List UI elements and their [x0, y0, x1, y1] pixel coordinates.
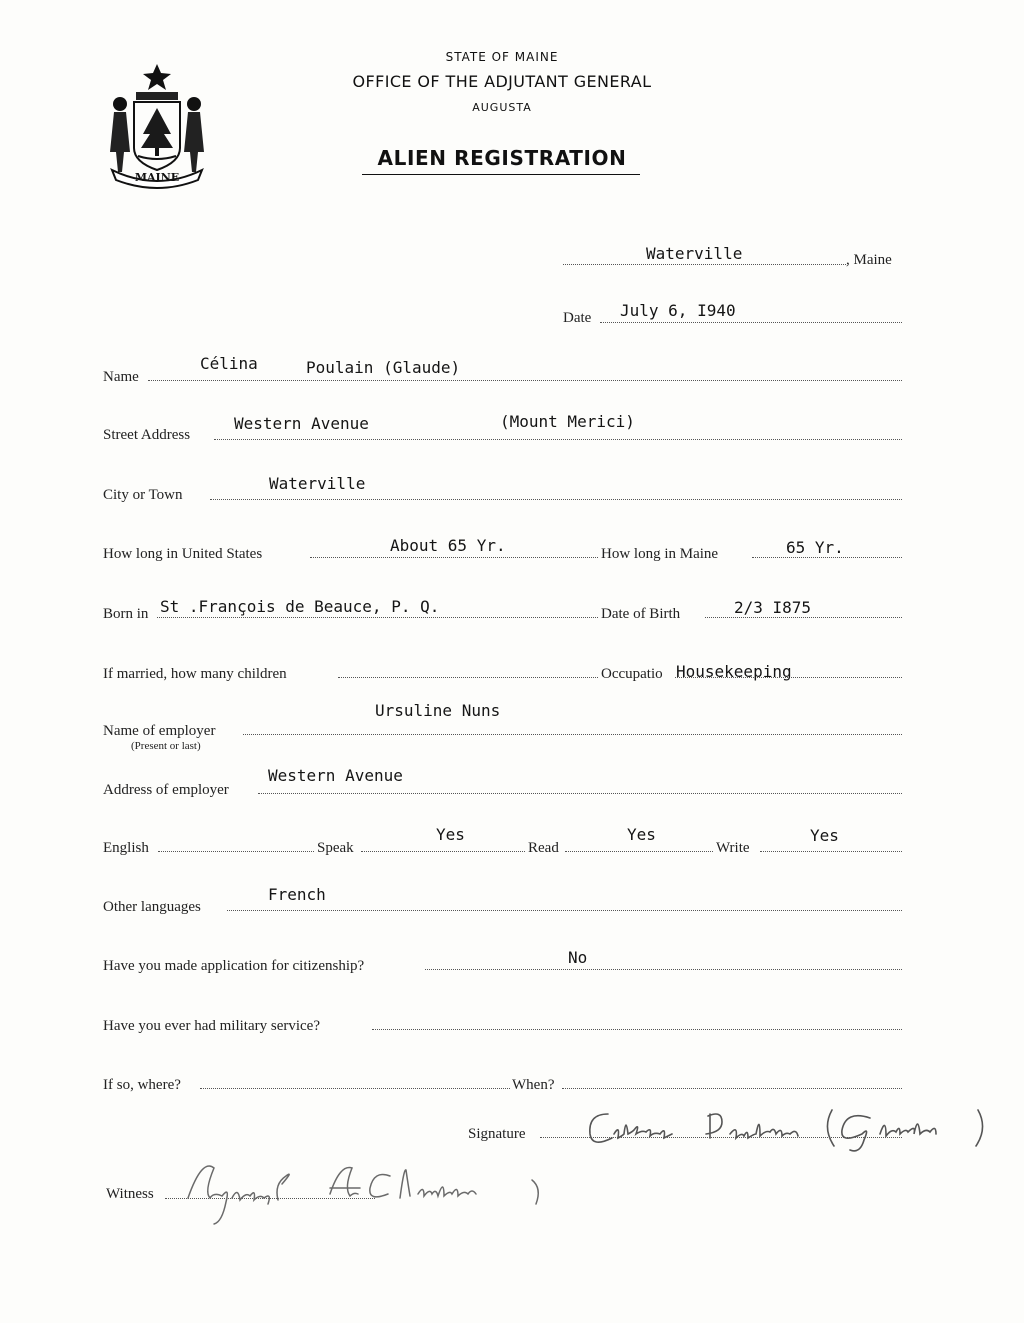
city-line — [210, 499, 902, 500]
employer-line — [243, 734, 902, 735]
born-in-value[interactable]: St .François de Beauce, P. Q. — [160, 597, 440, 616]
children-line — [338, 677, 598, 678]
when-label: When? — [512, 1077, 555, 1093]
witness-label: Witness — [106, 1186, 154, 1202]
born-in-label: Born in — [103, 606, 149, 622]
witness-handwriting — [180, 1158, 570, 1228]
date-label: Date — [563, 310, 592, 326]
place-line — [563, 264, 846, 265]
city-label: City or Town — [103, 487, 183, 503]
english-line — [158, 851, 314, 852]
street-address-line — [214, 439, 902, 440]
employer-address-line — [258, 793, 902, 794]
citizenship-line — [425, 969, 902, 970]
occupation-value[interactable]: Housekeeping — [676, 662, 792, 681]
read-line — [565, 851, 713, 852]
speak-line — [361, 851, 525, 852]
citizenship-value[interactable]: No — [568, 948, 588, 967]
street-address-note[interactable]: (Mount Merici) — [500, 412, 635, 431]
how-long-maine-label: How long in Maine — [601, 546, 719, 562]
how-long-us-value[interactable]: About 65 Yr. — [390, 536, 506, 555]
signature-handwriting — [580, 1104, 992, 1154]
employer-value[interactable]: Ursuline Nuns — [375, 701, 501, 720]
how-long-maine-value[interactable]: 65 Yr. — [786, 538, 844, 557]
employer-address-label: Address of employer — [103, 782, 229, 798]
children-label: If married, how many children — [103, 666, 287, 682]
military-label: Have you ever had military service? — [103, 1018, 320, 1034]
signature-label: Signature — [468, 1126, 526, 1142]
write-line — [760, 851, 902, 852]
born-in-line — [157, 617, 598, 618]
when-line — [562, 1088, 902, 1089]
street-address-label: Street Address — [103, 427, 191, 443]
street-address-value[interactable]: Western Avenue — [234, 414, 369, 433]
employer-sublabel: (Present or last) — [131, 740, 201, 752]
employer-address-value[interactable]: Western Avenue — [268, 766, 403, 785]
write-value[interactable]: Yes — [810, 826, 839, 845]
form-title: ALIEN REGISTRATION — [377, 146, 627, 170]
other-languages-value[interactable]: French — [268, 885, 326, 904]
place-suffix: , Maine — [846, 252, 892, 268]
where-line — [200, 1088, 510, 1089]
speak-label: Speak — [317, 840, 354, 856]
name-line — [148, 380, 902, 381]
how-long-us-line — [310, 557, 598, 558]
other-languages-label: Other languages — [103, 899, 201, 915]
date-line — [600, 322, 902, 323]
name-label: Name — [103, 369, 139, 385]
citizenship-label: Have you made application for citizenship? — [103, 958, 365, 974]
other-languages-line — [227, 910, 902, 911]
read-label: Read — [528, 840, 559, 856]
header-state: STATE OF MAINE — [445, 50, 559, 64]
place-value[interactable]: Waterville — [646, 244, 743, 263]
read-value[interactable]: Yes — [627, 825, 656, 844]
header-city: AUGUSTA — [472, 101, 532, 114]
svg-text:MAINE: MAINE — [134, 171, 180, 184]
how-long-us-label: How long in United States — [103, 546, 263, 562]
name-first-value[interactable]: Célina — [200, 354, 258, 373]
military-line — [372, 1029, 902, 1030]
speak-value[interactable]: Yes — [436, 825, 465, 844]
date-value[interactable]: July 6, I940 — [620, 301, 736, 320]
write-label: Write — [716, 840, 750, 856]
date-of-birth-line — [705, 617, 902, 618]
title-underline — [362, 174, 640, 175]
where-label: If so, where? — [103, 1077, 181, 1093]
date-of-birth-value[interactable]: 2/3 I875 — [734, 598, 812, 617]
city-value[interactable]: Waterville — [269, 474, 366, 493]
name-last-value[interactable]: Poulain (Glaude) — [306, 358, 461, 377]
header-office: OFFICE OF THE ADJUTANT GENERAL — [352, 72, 652, 91]
occupation-label: Occupatio — [601, 666, 663, 682]
how-long-maine-line — [752, 557, 902, 558]
employer-label: Name of employer — [103, 723, 216, 739]
english-label: English — [103, 840, 149, 856]
date-of-birth-label: Date of Birth — [601, 606, 681, 622]
